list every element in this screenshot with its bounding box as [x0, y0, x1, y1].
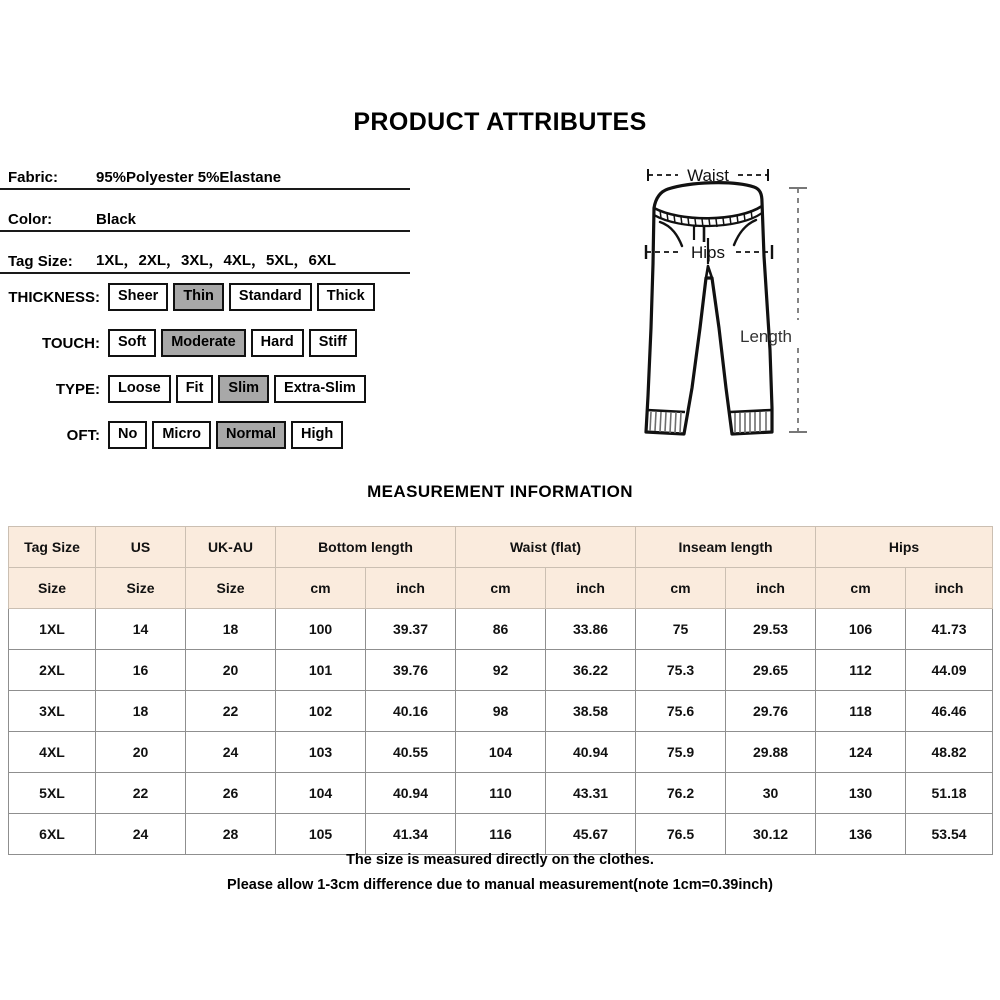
option-oft-no[interactable]: No — [108, 421, 147, 449]
option-thickness-standard[interactable]: Standard — [229, 283, 312, 311]
cell-tag-size: 6XL — [9, 814, 96, 855]
unit-uk-au: Size — [186, 568, 276, 609]
section-title-measurement-information: MEASUREMENT INFORMATION — [367, 482, 633, 501]
cell-value: 136 — [816, 814, 906, 855]
cell-value: 98 — [456, 691, 546, 732]
measurement-table — [8, 526, 993, 855]
header-waist-flat: Waist (flat) — [456, 527, 636, 568]
cell-value: 75 — [636, 609, 726, 650]
cell-value: 75.9 — [636, 732, 726, 773]
table-row — [9, 773, 993, 814]
option-touch-hard[interactable]: Hard — [251, 329, 304, 357]
diagram-label-waist: Waist — [687, 166, 729, 185]
cell-value: 106 — [816, 609, 906, 650]
cell-value: 103 — [276, 732, 366, 773]
cell-value: 29.76 — [726, 691, 816, 732]
header-uk-au: UK-AU — [186, 527, 276, 568]
unit-hips-inch: inch — [906, 568, 993, 609]
cell-value: 18 — [96, 691, 186, 732]
option-group-oft — [108, 421, 343, 449]
cell-value: 110 — [456, 773, 546, 814]
unit-bottom-length-inch: inch — [366, 568, 456, 609]
unit-hips-cm: cm — [816, 568, 906, 609]
cell-tag-size: 4XL — [9, 732, 96, 773]
cell-value: 30 — [726, 773, 816, 814]
cell-value: 24 — [186, 732, 276, 773]
option-thickness-sheer[interactable]: Sheer — [108, 283, 168, 311]
cell-value: 20 — [96, 732, 186, 773]
diagram-label-hips: Hips — [690, 243, 726, 262]
cell-value: 76.5 — [636, 814, 726, 855]
cell-value: 33.86 — [546, 609, 636, 650]
cell-value: 40.94 — [546, 732, 636, 773]
unit-tag-size: Size — [9, 568, 96, 609]
table-row — [9, 650, 993, 691]
info-label-tag-size: Tag Size: — [8, 253, 73, 270]
option-row-thickness — [0, 274, 410, 320]
cell-value: 36.22 — [546, 650, 636, 691]
info-value-color: Black — [96, 211, 137, 228]
table-row — [9, 732, 993, 773]
cell-value: 46.46 — [906, 691, 993, 732]
cell-tag-size: 5XL — [9, 773, 96, 814]
cell-value: 75.6 — [636, 691, 726, 732]
cell-value: 40.16 — [366, 691, 456, 732]
table-group-header-row — [9, 527, 993, 568]
cell-value: 18 — [186, 609, 276, 650]
option-group-thickness — [108, 283, 375, 311]
note-measured-on-clothes: The size is measured directly on the clothes. — [346, 852, 654, 868]
diagram-label-length: Length — [740, 327, 792, 346]
cell-value: 45.67 — [546, 814, 636, 855]
option-type-extra-slim[interactable]: Extra-Slim — [274, 375, 366, 403]
note-manual-measurement-tolerance: Please allow 1-3cm difference due to manual measurement(note 1cm=0.39inch) — [227, 877, 773, 893]
cell-value: 101 — [276, 650, 366, 691]
unit-us: Size — [96, 568, 186, 609]
cell-value: 104 — [456, 732, 546, 773]
option-oft-high[interactable]: High — [291, 421, 343, 449]
info-label-color: Color: — [8, 211, 53, 228]
table-unit-header-row — [9, 568, 993, 609]
option-row-type — [0, 366, 410, 412]
table-row — [9, 609, 993, 650]
cell-value: 26 — [186, 773, 276, 814]
product-attributes-panel — [0, 148, 410, 458]
info-row-fabric — [0, 148, 410, 190]
cell-value: 43.31 — [546, 773, 636, 814]
option-type-loose[interactable]: Loose — [108, 375, 171, 403]
option-type-fit[interactable]: Fit — [176, 375, 214, 403]
info-label-fabric: Fabric: — [8, 169, 59, 186]
cell-value: 76.2 — [636, 773, 726, 814]
header-hips: Hips — [816, 527, 993, 568]
unit-waist-cm: cm — [456, 568, 546, 609]
option-label-oft: OFT: — [66, 426, 100, 444]
option-label-type: TYPE: — [55, 380, 100, 398]
cell-value: 44.09 — [906, 650, 993, 691]
info-row-tag-size — [0, 232, 410, 274]
cell-value: 75.3 — [636, 650, 726, 691]
option-thickness-thin[interactable]: Thin — [173, 283, 224, 311]
cell-value: 100 — [276, 609, 366, 650]
cell-value: 41.34 — [366, 814, 456, 855]
cell-tag-size: 3XL — [9, 691, 96, 732]
cell-value: 22 — [96, 773, 186, 814]
cell-value: 14 — [96, 609, 186, 650]
cell-value: 53.54 — [906, 814, 993, 855]
cell-value: 48.82 — [906, 732, 993, 773]
unit-bottom-length-cm: cm — [276, 568, 366, 609]
option-group-type — [108, 375, 366, 403]
cell-tag-size: 2XL — [9, 650, 96, 691]
option-group-touch — [108, 329, 357, 357]
unit-inseam-inch: inch — [726, 568, 816, 609]
info-value-fabric: 95%Polyester 5%Elastane — [96, 169, 282, 186]
cell-value: 28 — [186, 814, 276, 855]
unit-inseam-cm: cm — [636, 568, 726, 609]
cell-value: 118 — [816, 691, 906, 732]
cell-value: 29.53 — [726, 609, 816, 650]
cell-value: 24 — [96, 814, 186, 855]
table-row — [9, 814, 993, 855]
cell-value: 92 — [456, 650, 546, 691]
unit-waist-inch: inch — [546, 568, 636, 609]
cell-value: 116 — [456, 814, 546, 855]
cell-value: 29.88 — [726, 732, 816, 773]
option-label-thickness: THICKNESS: — [8, 288, 100, 306]
option-label-touch: TOUCH: — [41, 334, 100, 352]
option-touch-stiff[interactable]: Stiff — [309, 329, 357, 357]
option-touch-moderate[interactable]: Moderate — [161, 329, 245, 357]
cell-value: 38.58 — [546, 691, 636, 732]
cell-value: 124 — [816, 732, 906, 773]
info-row-color — [0, 190, 410, 232]
option-touch-soft[interactable]: Soft — [108, 329, 156, 357]
cell-value: 39.76 — [366, 650, 456, 691]
cell-value: 41.73 — [906, 609, 993, 650]
cell-value: 20 — [186, 650, 276, 691]
pants-measurement-diagram — [620, 160, 870, 450]
cell-value: 112 — [816, 650, 906, 691]
page-title-product-attributes: PRODUCT ATTRIBUTES — [353, 108, 647, 136]
cell-value: 39.37 — [366, 609, 456, 650]
header-inseam-length: Inseam length — [636, 527, 816, 568]
cell-tag-size: 1XL — [9, 609, 96, 650]
option-row-oft — [0, 412, 410, 458]
info-value-tag-size: 1XL，2XL，3XL，4XL，5XL，6XL — [96, 252, 337, 269]
option-oft-normal[interactable]: Normal — [216, 421, 286, 449]
cell-value: 30.12 — [726, 814, 816, 855]
cell-value: 22 — [186, 691, 276, 732]
cell-value: 40.55 — [366, 732, 456, 773]
cell-value: 51.18 — [906, 773, 993, 814]
cell-value: 29.65 — [726, 650, 816, 691]
cell-value: 130 — [816, 773, 906, 814]
table-row — [9, 691, 993, 732]
option-oft-micro[interactable]: Micro — [152, 421, 211, 449]
option-type-slim[interactable]: Slim — [218, 375, 269, 403]
option-thickness-thick[interactable]: Thick — [317, 283, 375, 311]
cell-value: 40.94 — [366, 773, 456, 814]
cell-value: 104 — [276, 773, 366, 814]
cell-value: 86 — [456, 609, 546, 650]
option-row-touch — [0, 320, 410, 366]
header-us: US — [96, 527, 186, 568]
cell-value: 105 — [276, 814, 366, 855]
header-bottom-length: Bottom length — [276, 527, 456, 568]
cell-value: 102 — [276, 691, 366, 732]
header-tag-size: Tag Size — [9, 527, 96, 568]
cell-value: 16 — [96, 650, 186, 691]
